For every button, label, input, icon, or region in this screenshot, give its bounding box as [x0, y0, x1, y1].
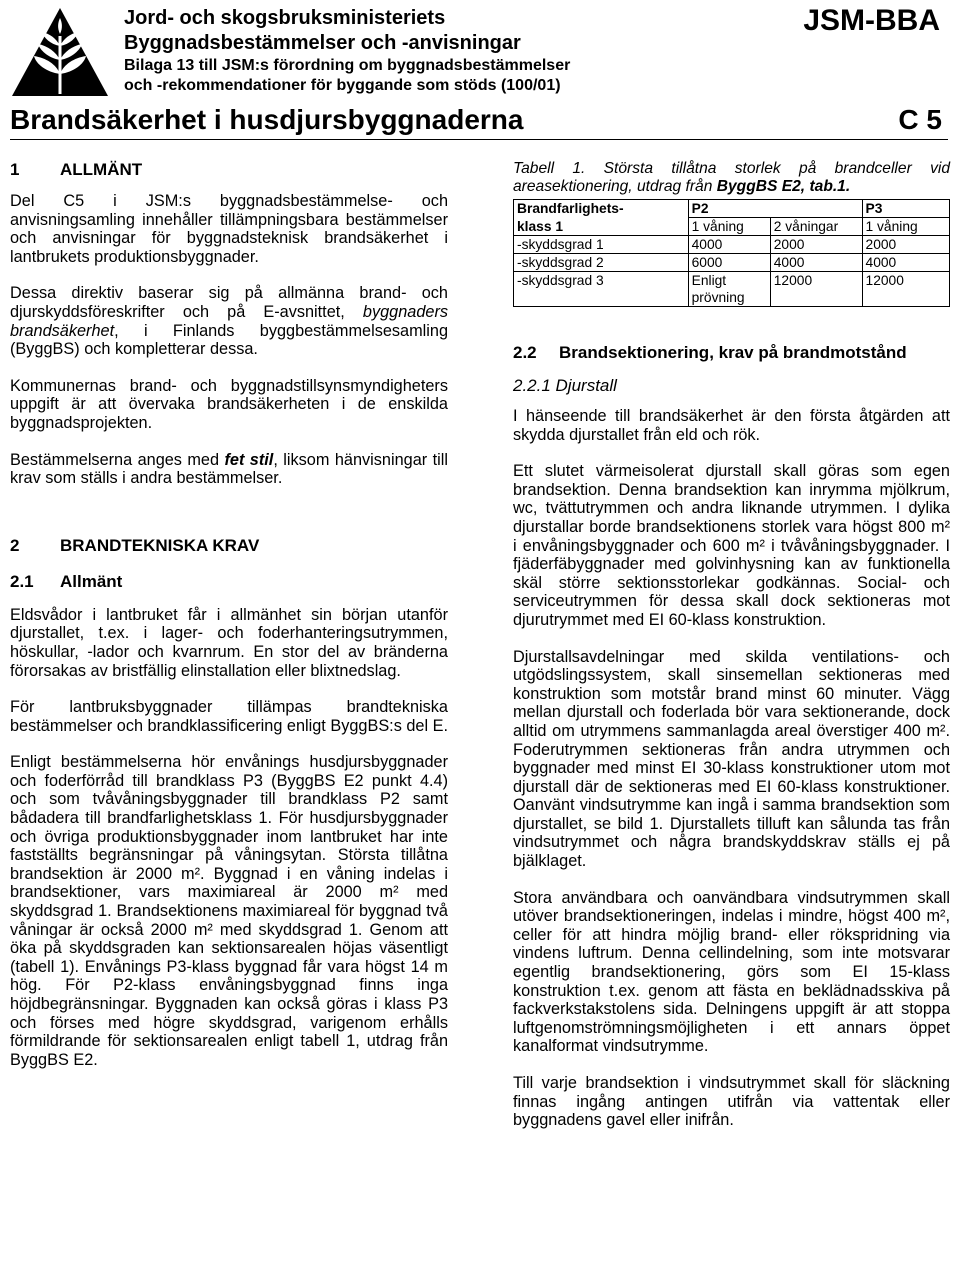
table-cell: -skyddsgrad 2: [514, 254, 689, 272]
series-name: Byggnadsbestämmelser och -anvisningar: [124, 32, 521, 54]
table-cell: Enligt prövning: [688, 272, 770, 307]
paragraph: Dessa direktiv baserar sig på allmänna brand- och djurskyddsföreskrifter och på E-avsnittet, byggnaders brandsäkerhet, i Finlands byggbestämmelsesamling (ByggBS) och kompletterar dessa.: [10, 284, 449, 359]
paragraph: Till varje brandsektion i vindsutrymmet skall för släckning finnas ingång antingen utifrån via vattentak eller byggnadens gavel eller inifrån.: [513, 1074, 950, 1130]
heading-allmant: 1 ALLMÄNT: [10, 160, 143, 179]
heading-brandsektionering: 2.2 Brandsektionering, krav på brandmotstånd: [513, 343, 907, 362]
document-code: JSM-BBA: [803, 4, 940, 37]
document-title: Brandsäkerhet i husdjursbyggnaderna: [10, 104, 524, 135]
table-caption: Tabell 1. Största tillåtna storlek på brandceller vid areasektionering, utdrag från ByggBS E2, tab.1.: [513, 160, 950, 195]
table-row: [514, 254, 950, 272]
table-cell: 12000: [770, 272, 862, 307]
table-header-cell: 1 våning: [688, 218, 770, 236]
heading-allmant-2-1: 2.1 Allmänt: [10, 571, 123, 591]
right-column: [513, 160, 950, 1130]
table-cell: 4000: [862, 254, 949, 272]
paragraph: Bestämmelserna anges med fet stil, liksom hänvisningar till krav som ställs i andra bestämmelser.: [10, 450, 448, 488]
paragraph: Enligt bestämmelserna hör envånings husdjursbyggnader och foderförråd till brandklass P3 (ByggBS E2 punkt 4.4) och som tvåvåningsbyggnader till brandklass P2 samt bådadera till brandfarlighetsklass 1. För husdjursbyggnader och övriga produktionsbyggnader inom lantbruket har inte fastställts begränsningar på våningsytan. Största tillåtna brandsektion är 2000 m². Byggnad i en våning indelas i brandsektioner, vars maximiareal är 2000 m² med skyddsgrad 1. Brandsektionens maximiareal för byggnad två våningar är också 2000 m² med skyddsgrad 1. Genom att öka på skyddsgraden kan sektionsarealen höjas väsentligt (tabell 1). Envånings P3-klass byggnad får vara högst 14 m hög. För P2-klass envåningsbyggnad finns inga höjdbegränsningar. Byggnaden kan också göras i klass P3 och förses med högre skyddsgrad, varigenom erhålls förmildrande för sektionsarealen enligt tabell 1, utdrag från ByggBS E2.: [10, 753, 448, 1069]
table-cell: -skyddsgrad 1: [514, 236, 689, 254]
table-cell: 2000: [770, 236, 862, 254]
ministry-name: Jord- och skogsbruksministeriets: [124, 7, 446, 29]
paragraph: För lantbruksbyggnader tillämpas brandtekniska bestämmelser och brandklassificering enligt ByggBS:s del E.: [10, 698, 448, 735]
paragraph: Del C5 i JSM:s byggnadsbestämmelse- och anvisningsamling innehåller tillämpningsbara bestämmelser och anvisningar för byggnadsteknisk brandsäkerhet i lantbrukets produktionsbyggnader.: [10, 192, 448, 266]
title-rule: [10, 139, 948, 140]
header-text: [124, 6, 764, 96]
table-header-cell: Brandfarlighets-: [514, 200, 689, 218]
paragraph: Kommunernas brand- och byggnadstillsynsmyndigheters uppgift är att övervaka brandsäkerheten i de enskilda byggnadsprojekten.: [10, 376, 448, 432]
paragraph: Stora användbara och oanvändbara vindsutrymmen skall utöver brandsektioneringen, indelas i mindre, högst 400 m², celler för att hindra möjlig brand- eller rökspridning via vindens luftrum. Denna cellindelning, som inte motsvarar egentlig brandsektionering, görs som EI 15-klass konstruktion t.ex. genom att fästa en beklädnadsskiva på fackverkstakstolens sida. Delningens uppgift är att stoppa luftgenomströmningsmöjligheten i ett annars öppet kanalformat vindsutrymme.: [513, 888, 950, 1056]
table-header-cell: 2 våningar: [770, 218, 862, 236]
table-row: [514, 218, 950, 236]
paragraph: I hänseende till brandsäkerhet är den första åtgärden att skydda djurstallet från eld och rök.: [513, 407, 950, 444]
table-header-cell: 1 våning: [862, 218, 949, 236]
section-number: C 5: [898, 104, 942, 135]
table-row: [514, 272, 950, 307]
table-row: [514, 200, 950, 218]
table-cell: 4000: [688, 236, 770, 254]
table-cell: 12000: [862, 272, 949, 307]
heading-brandtekniska-krav: 2 BRANDTEKNISKA KRAV: [10, 535, 260, 555]
table-cell: 4000: [770, 254, 862, 272]
table-header-cell: P2: [688, 200, 862, 218]
sektion-table: [513, 199, 950, 307]
paragraph: Djurstallsavdelningar med skilda ventilations- och utgödslingssystem, skall sinsemellan sektioneras med konstruktion som motstår brand minst 60 minuter. Vägg mellan djurstall och foderlada bör vara sektionerande, dock alltid om utrymmens sammanlagda areal överstiger 400 m². Foderutrymmen sektioneras från andra utrymmen och byggnader med minst EI 30-klass konstruktioner utom mot djurstall där de sektioneras med EI 60-klass konstruktioner. Oanvänt vindsutrymme kan ingå i samma brandsektion som djurstallet, se bild 1. Djurstallets tilluft kan sålunda tas från vindsutrymmet och några brandskyddskrav ställs ej på bjälklaget.: [513, 647, 950, 871]
left-column: [10, 160, 448, 1069]
paragraph: Eldsvådor i lantbruket får i allmänhet sin början utanför djurstallet, t.ex. i lager- och foderhanteringsutrymmen, höskullar, -lador och kvarnrum. En stor del av bränderna förorsakas av bristfällig elinstallation eller blixtnedslag.: [10, 605, 448, 680]
table-cell: -skyddsgrad 3: [514, 272, 689, 307]
ministry-logo: [10, 6, 110, 98]
table-header-cell: P3: [862, 200, 949, 218]
table-cell: 6000: [688, 254, 770, 272]
annex-line-2: och -rekommendationer för byggande som stöds (100/01): [124, 77, 561, 94]
heading-djurstall: 2.2.1 Djurstall: [513, 376, 617, 395]
table-cell: 2000: [862, 236, 949, 254]
paragraph: Ett slutet värmeisolerat djurstall skall göras som egen brandsektion. Denna brandsektion kan inrymma mjölkrum, wc, tvättutrymmen och andra liknande utrymmen. I dylika djurstallar borde brandsektionens storlek vara högst 800 m² i envåningsbyggnader och 600 m² i tvåvåningsbyggnader. I fjäderfäbyggnader med golvinhysning kan av funktionella skäl större sektionsstorlekar godkännas. Social- och serviceutrymmen för dessa skall dock sektioneras mot djurutrymmet med EI 60-klass konstruktion.: [513, 462, 950, 629]
table-header-cell: klass 1: [514, 218, 689, 236]
annex-line-1: Bilaga 13 till JSM:s förordning om byggnadsbestämmelser: [124, 57, 571, 74]
table-row: [514, 236, 950, 254]
